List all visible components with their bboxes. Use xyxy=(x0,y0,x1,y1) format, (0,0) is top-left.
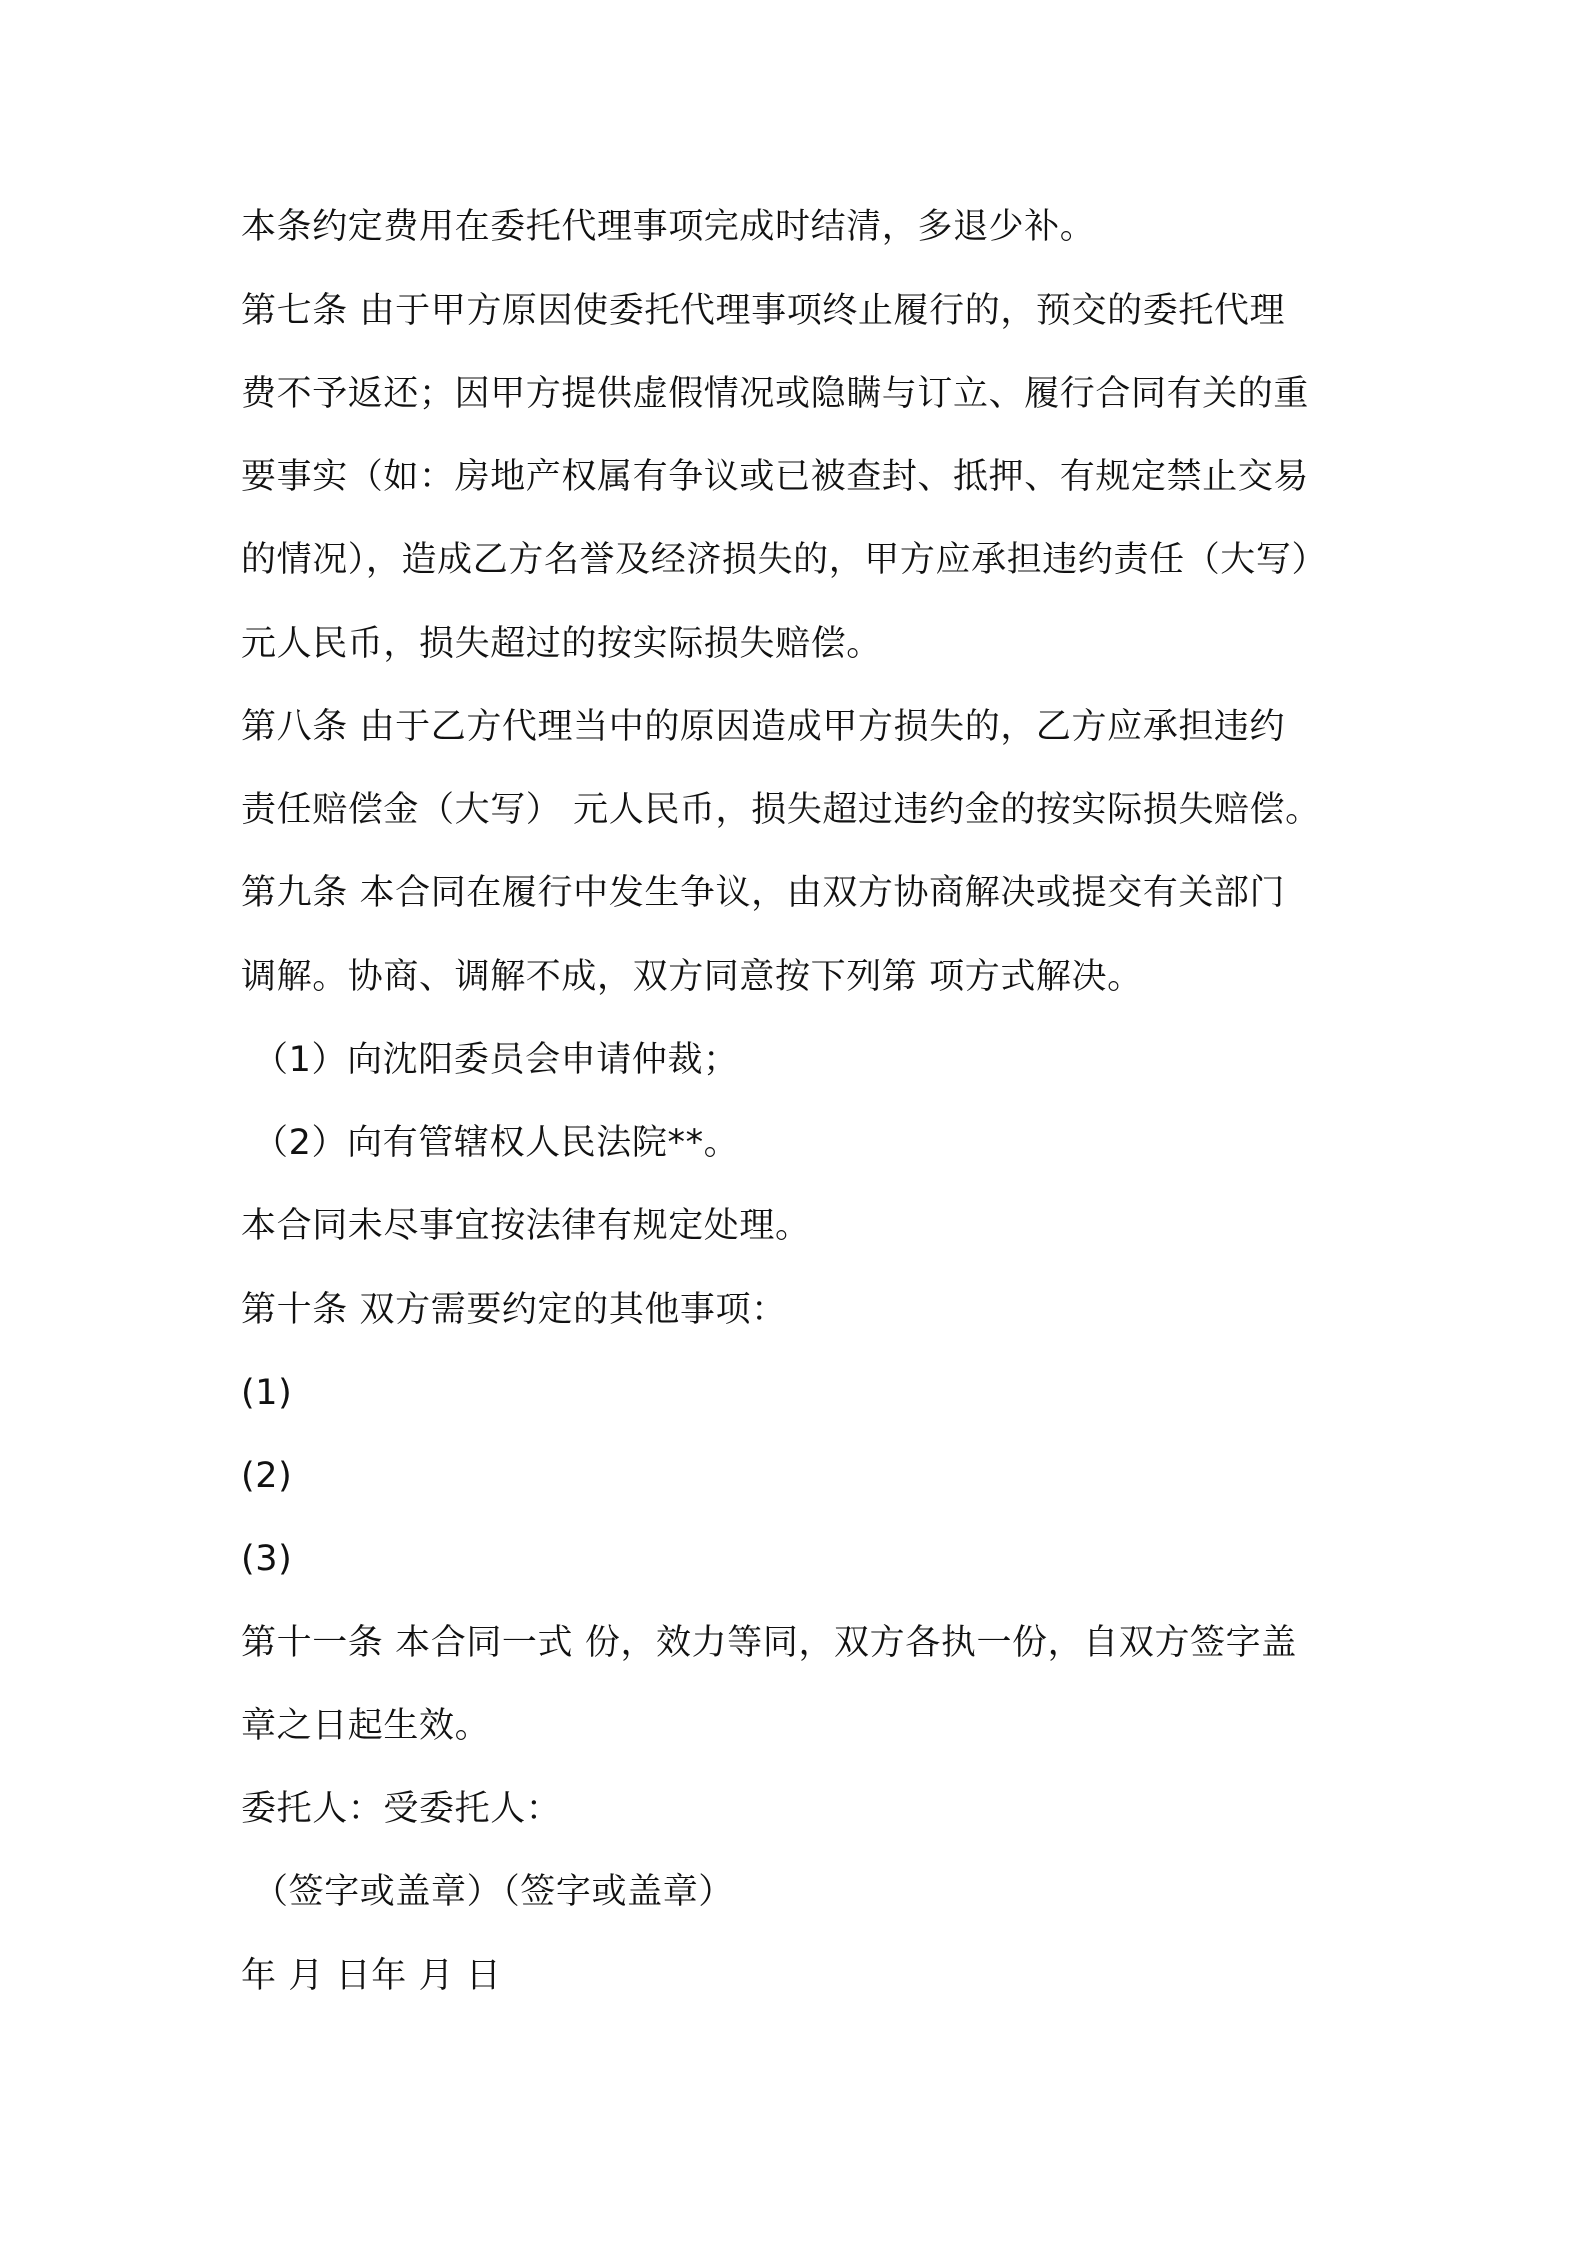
text-line-article-7-end: 元人民币，损失超过的按实际损失赔偿。 xyxy=(241,624,882,664)
text-line-other-item-2: (2) xyxy=(241,1456,293,1496)
text-line-unresolved-matters: 本合同未尽事宜按法律有规定处理。 xyxy=(241,1206,811,1246)
text-line-article-7-cont-2: 要事实（如：房地产权属有争议或已被查封、抵押、有规定禁止交易 xyxy=(241,457,1310,497)
text-line-article-10: 第十条 双方需要约定的其他事项： xyxy=(241,1290,787,1330)
text-line-article-7-cont-3: 的情况），造成乙方名誉及经济损失的，甲方应承担违约责任（大写） xyxy=(241,540,1328,580)
text-line-article-8-end: 责任赔偿金（大写） 元人民币，损失超过违约金的按实际损失赔偿。 xyxy=(241,790,1321,830)
text-line-article-7-start: 第七条 由于甲方原因使委托代理事项终止履行的，预交的委托代理 xyxy=(241,291,1286,331)
text-line-option-2: （2）向有管辖权人民法院**。 xyxy=(253,1123,740,1163)
text-line-signatures: （签字或盖章）（签字或盖章） xyxy=(253,1872,734,1912)
text-line-other-item-1: (1) xyxy=(241,1373,293,1413)
text-line-article-7-cont-1: 费不予返还；因甲方提供虚假情况或隐瞒与订立、履行合同有关的重 xyxy=(241,374,1310,414)
text-line-article-9-end: 调解。协商、调解不成，双方同意按下列第 项方式解决。 xyxy=(241,957,1143,997)
text-line-article-8-start: 第八条 由于乙方代理当中的原因造成甲方损失的，乙方应承担违约 xyxy=(241,707,1286,747)
text-line-other-item-3: (3) xyxy=(241,1539,293,1579)
text-line-option-1: （1）向沈阳委员会申请仲裁； xyxy=(253,1040,739,1080)
text-line-dates: 年 月 日年 月 日 xyxy=(241,1956,502,1996)
text-line-parties: 委托人：受委托人： xyxy=(241,1789,562,1829)
text-line-article-11-start: 第十一条 本合同一式 份，效力等同，双方各执一份，自双方签字盖 xyxy=(241,1623,1297,1663)
text-line-article-9-start: 第九条 本合同在履行中发生争议，由双方协商解决或提交有关部门 xyxy=(241,873,1286,913)
text-line-article-11-end: 章之日起生效。 xyxy=(241,1706,491,1746)
text-line-fee-settlement: 本条约定费用在委托代理事项完成时结清，多退少补。 xyxy=(241,207,1096,247)
